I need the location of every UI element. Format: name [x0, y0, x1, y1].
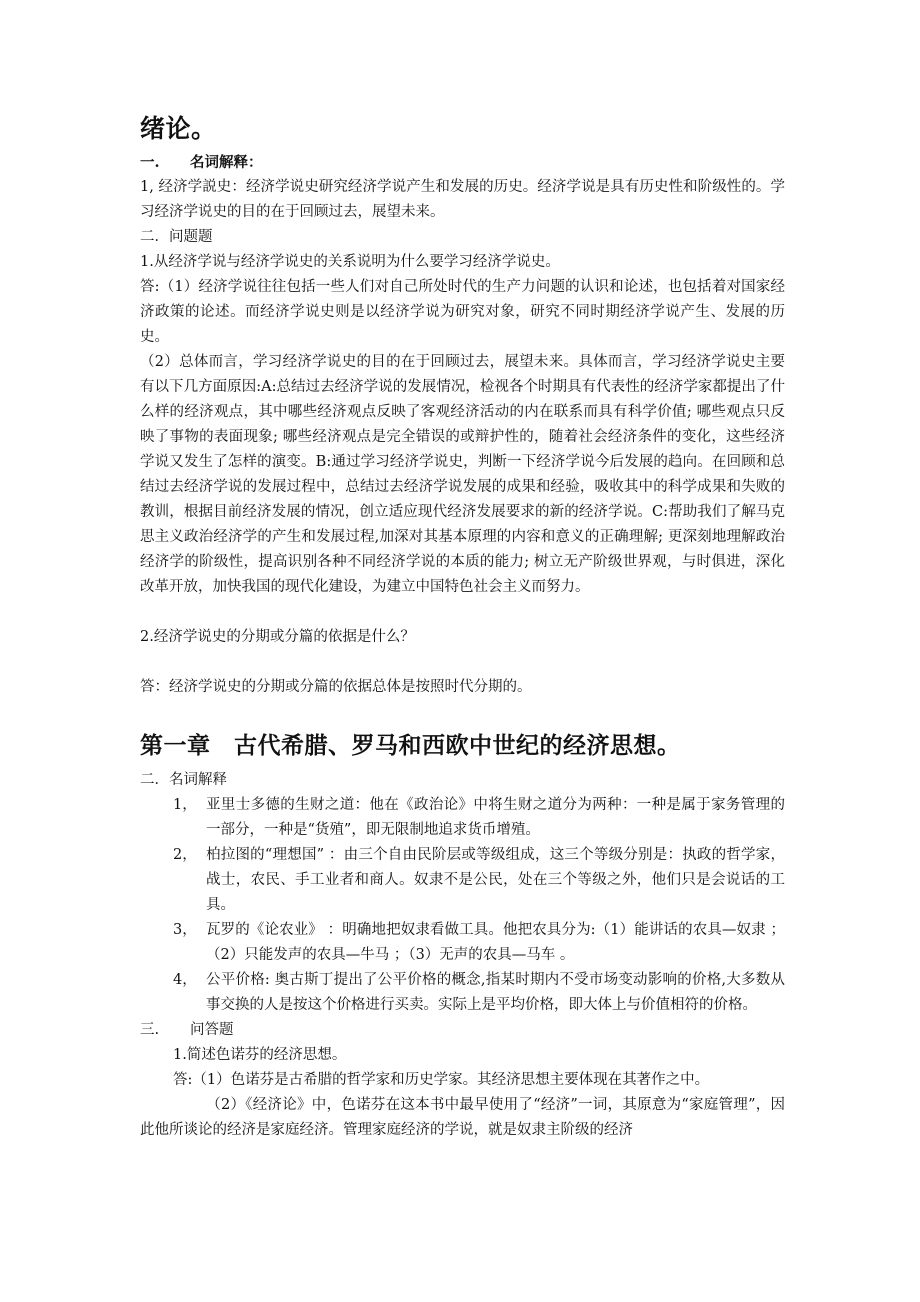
section-number: 一. [140, 154, 160, 171]
intro-answer-2: 答：经济学说史的分期或分篇的依据总体是按照时代分期的。 [140, 679, 532, 695]
intro-question-2: 2.经济学说史的分期或分篇的依据是什么？ [140, 629, 415, 645]
section-number: 三. [140, 1022, 160, 1038]
term-text: 公平价格: 奥古斯丁提出了公平价格的概念,指某时期内不受市场变动影响的价格,大多数从事交换的人是按这个价格进行买卖。实际上是平均价格，即大体上与价值相符的价格。 [206, 972, 785, 1013]
chapter-1-section-3-heading [140, 1018, 785, 1043]
answer-text: （2）《经济论》中，色诺芬在这本书中最早使用了“经济”一词，其原意为“家庭管理”，因此他所谈论的经济是家庭经济。管理家庭经济的学说，就是奴隶主阶级的经济 [140, 1097, 785, 1138]
intro-term-1: 1, 经济学説史：经济学说史研究经济学说产生和发展的历史。经济学说是具有历史性和阶级性的。学习经济学说史的目的在于回顾过去，展望未来。 [140, 179, 785, 220]
section-label: 名词解释： [190, 154, 263, 171]
term-number: 2， [173, 847, 197, 863]
term-text: 柏拉图的“理想国” ：由三个自由民阶层或等级组成，这三个等级分别是：执政的哲学家，战士，农民、手工业者和商人。奴隶不是公民，处在三个等级之外，他们只是会说话的工具。 [206, 847, 785, 913]
chapter-1-question-1: 1.简述色诺芬的经济思想。 [173, 1047, 347, 1063]
intro-answer-1-part-1: 答:（1）经济学说往往包括一些人们对自己所处时代的生产力问题的认识和论述，也包括着对国家经济政策的论述。而经济学说史则是以经济学说为研究对象，研究不同时期经济学说产生、发展的历史。 [140, 279, 785, 345]
document-page [140, 112, 785, 1143]
chapter-1-title: 第一章 古代希腊、罗马和西欧中世纪的经济思想。 [140, 733, 681, 759]
term-number: 3， [173, 922, 197, 938]
intro-answer-1-part-2: （2）总体而言，学习经济学说史的目的在于回顾过去，展望未来。具体而言，学习经济学说史主要有以下几方面原因:A:总结过去经济学说的发展情况，检视各个时期具有代表性的经济学家都提出了什么样的经济观点，其中哪些经济观点反映了客观经济活动的内在联系而具有科学价值; 哪些观点只反映了事物的表面现象; 哪些经济观点是完全错误的或辩护性的，随着社会经济条件的变化，这些经济学说又发生了怎样的演变。B:通过学习经济学说史，判断一下经济学说今后发展的趋向。在回顾和总结过去经济学说的发展过程中，总结过去经济学说发展的成果和经验，吸收其中的科学成果和失败的教训，根据目前经济发展的情况，创立适应现代经济发展要求的新的经济学说。C:帮助我们了解马克思主义政治经济学的产生和发展过程,加深对其基本原理的内容和意义的正确理解; 更深刻地理解政治经济学的阶级性，提高识别各种不同经济学说的本质的能力; 树立无产阶级世界观，与时俱进，深化改革开放，加快我国的现代化建设，为建立中国特色社会主义而努力。 [140, 354, 785, 595]
term-item [140, 793, 785, 843]
chapter-1-answer-1-part-2 [140, 1093, 785, 1143]
term-item [140, 918, 785, 968]
term-item [140, 968, 785, 1018]
term-number: 1， [173, 797, 197, 813]
term-item [140, 843, 785, 918]
term-number: 4， [173, 972, 197, 988]
chapter-1-section-2-heading: 二．名词解释 [140, 772, 227, 788]
blank-line [140, 600, 785, 625]
blank-line [140, 650, 785, 675]
term-text: 瓦罗的《论农业》 ：明确地把奴隶看做工具。他把农具分为:（1）能讲话的农具—奴隶 ；（2）只能发声的农具—牛马 ；（3）无声的农具—马车 。 [206, 922, 785, 963]
intro-section-1-heading [140, 150, 785, 175]
chapter-1-answer-1-part-1: 答:（1）色诺芬是古希腊的哲学家和历史学家。其经济思想主要体现在其著作之中。 [173, 1072, 710, 1088]
term-text: 亚里士多德的生财之道：他在《政治论》中将生财之道分为两种：一种是属于家务管理的一部分，一种是“货殖”，即无限制地追求货币增殖。 [206, 797, 785, 838]
section-label: 问答题 [190, 1022, 234, 1038]
intro-section-2-heading: 二．问题题 [140, 229, 213, 245]
intro-title: 绪论。 [140, 114, 217, 143]
intro-question-1: 1.从经济学说与经济学说史的关系说明为什么要学习经济学说史。 [140, 254, 560, 270]
